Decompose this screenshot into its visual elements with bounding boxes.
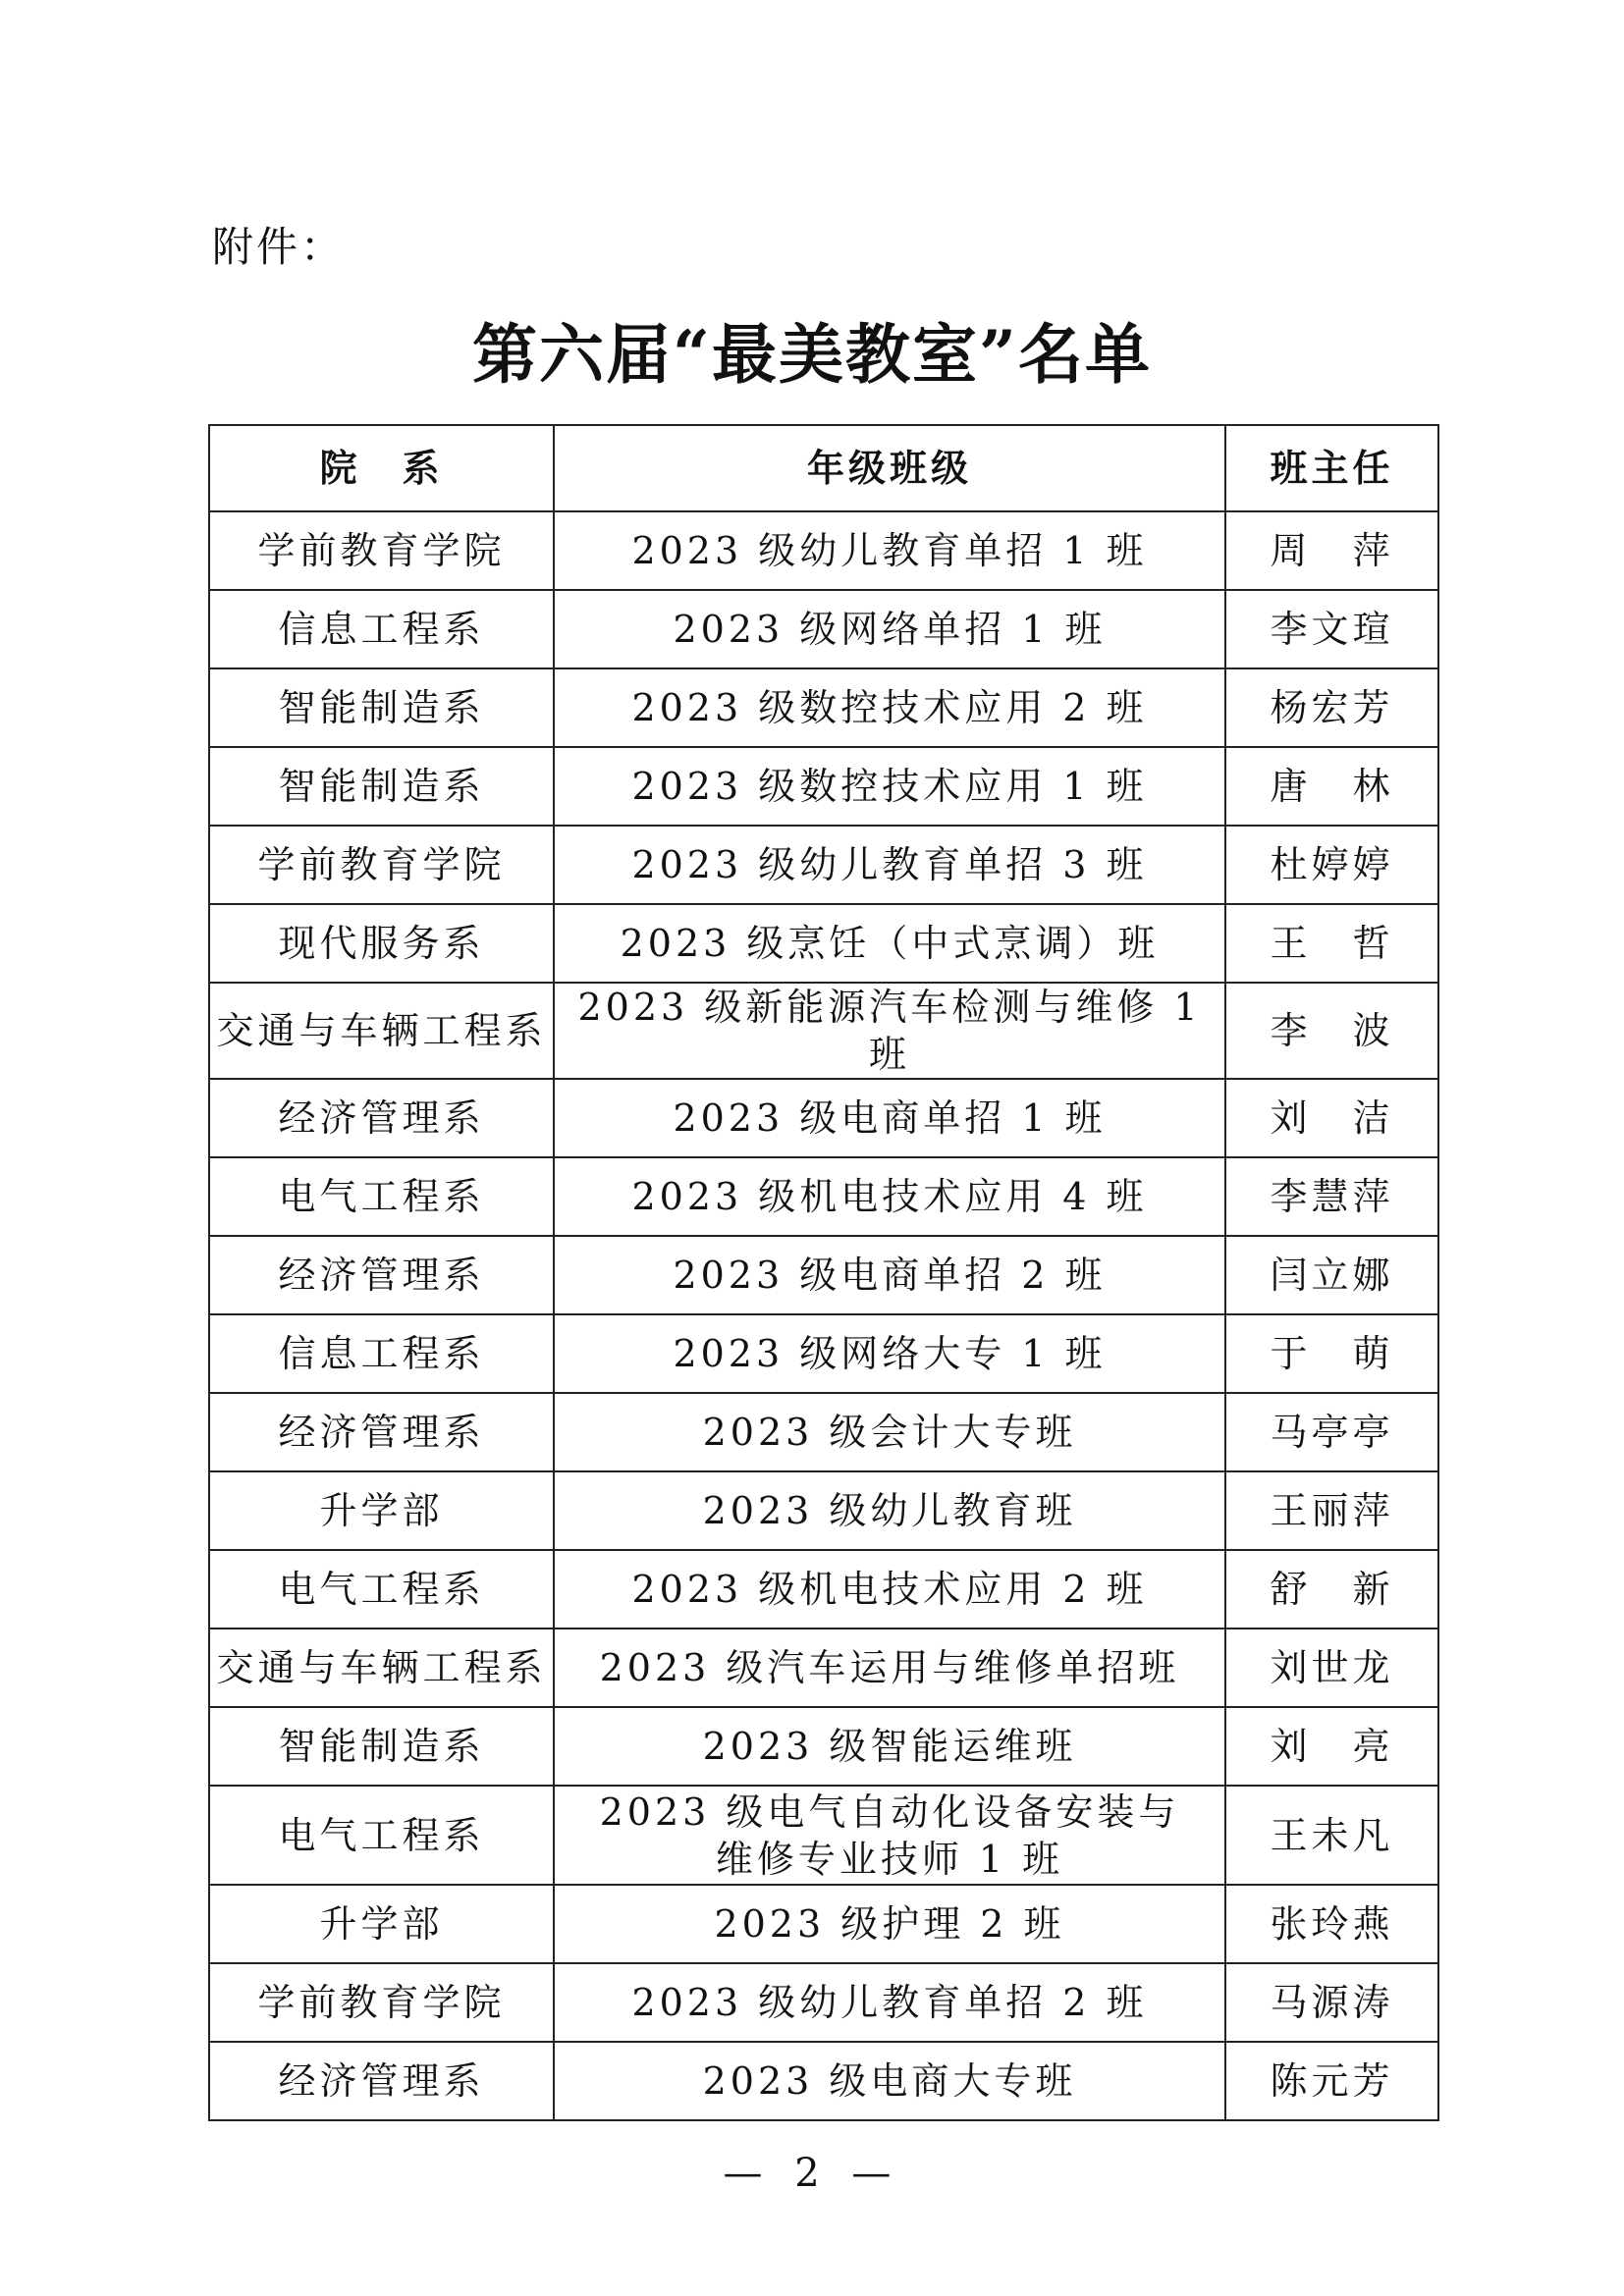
cell-grade-class-line: 2023 级幼儿教育单招 2 班 bbox=[631, 1981, 1148, 2024]
table-row bbox=[209, 590, 1438, 668]
cell-department: 经济管理系 bbox=[209, 1079, 554, 1157]
cell-head-teacher: 李 波 bbox=[1225, 983, 1438, 1079]
cell-grade-class-line: 维修专业技师 1 班 bbox=[715, 1837, 1064, 1881]
cell-grade-class-line: 2023 级数控技术应用 1 班 bbox=[631, 765, 1148, 808]
cell-head-teacher: 王丽萍 bbox=[1225, 1471, 1438, 1550]
attachment-label: 附件： bbox=[212, 223, 346, 271]
table-row bbox=[209, 904, 1438, 983]
cell-grade-class bbox=[554, 1314, 1225, 1393]
cell-head-teacher: 闫立娜 bbox=[1225, 1236, 1438, 1314]
cell-department: 学前教育学院 bbox=[209, 511, 554, 590]
header-department: 院 系 bbox=[209, 425, 554, 511]
cell-grade-class bbox=[554, 1471, 1225, 1550]
cell-department: 升学部 bbox=[209, 1885, 554, 1963]
cell-grade-class-line: 2023 级网络大专 1 班 bbox=[673, 1332, 1107, 1375]
table-row bbox=[209, 1314, 1438, 1393]
cell-head-teacher: 王 哲 bbox=[1225, 904, 1438, 983]
cell-grade-class bbox=[554, 747, 1225, 826]
table-row bbox=[209, 1079, 1438, 1157]
cell-head-teacher: 杨宏芳 bbox=[1225, 668, 1438, 747]
cell-grade-class bbox=[554, 2042, 1225, 2120]
cell-head-teacher: 刘 洁 bbox=[1225, 1079, 1438, 1157]
cell-grade-class-line: 2023 级会计大专班 bbox=[702, 1411, 1077, 1454]
table-row bbox=[209, 1629, 1438, 1707]
table-row bbox=[209, 1236, 1438, 1314]
table-row bbox=[209, 1157, 1438, 1236]
cell-head-teacher: 李文瑄 bbox=[1225, 590, 1438, 668]
cell-head-teacher: 刘世龙 bbox=[1225, 1629, 1438, 1707]
cell-grade-class bbox=[554, 1629, 1225, 1707]
cell-department: 交通与车辆工程系 bbox=[209, 1629, 554, 1707]
cell-grade-class bbox=[554, 983, 1225, 1079]
cell-head-teacher: 周 萍 bbox=[1225, 511, 1438, 590]
table-header-row bbox=[209, 425, 1438, 511]
table-row bbox=[209, 1550, 1438, 1629]
cell-head-teacher: 王未凡 bbox=[1225, 1786, 1438, 1885]
cell-department: 经济管理系 bbox=[209, 1393, 554, 1471]
cell-department: 智能制造系 bbox=[209, 747, 554, 826]
table-row bbox=[209, 1963, 1438, 2042]
cell-grade-class-line: 2023 级电商单招 2 班 bbox=[673, 1254, 1107, 1297]
cell-department: 升学部 bbox=[209, 1471, 554, 1550]
cell-head-teacher: 舒 新 bbox=[1225, 1550, 1438, 1629]
cell-grade-class-line: 2023 级机电技术应用 2 班 bbox=[631, 1568, 1148, 1611]
cell-grade-class bbox=[554, 1157, 1225, 1236]
cell-grade-class bbox=[554, 1707, 1225, 1786]
cell-department: 现代服务系 bbox=[209, 904, 554, 983]
cell-grade-class bbox=[554, 1079, 1225, 1157]
cell-grade-class bbox=[554, 826, 1225, 904]
cell-department: 智能制造系 bbox=[209, 668, 554, 747]
cell-grade-class-line: 2023 级新能源汽车检测与维修 1 班 bbox=[577, 986, 1202, 1076]
cell-department: 电气工程系 bbox=[209, 1550, 554, 1629]
cell-department: 智能制造系 bbox=[209, 1707, 554, 1786]
cell-grade-class bbox=[554, 1885, 1225, 1963]
cell-head-teacher: 于 萌 bbox=[1225, 1314, 1438, 1393]
cell-department: 电气工程系 bbox=[209, 1157, 554, 1236]
cell-head-teacher: 马亭亭 bbox=[1225, 1393, 1438, 1471]
document-title: 第六届“最美教室”名单 bbox=[472, 316, 1152, 393]
cell-grade-class-line: 2023 级数控技术应用 2 班 bbox=[631, 686, 1148, 729]
cell-grade-class bbox=[554, 1236, 1225, 1314]
table-row bbox=[209, 511, 1438, 590]
cell-grade-class-line: 2023 级幼儿教育单招 1 班 bbox=[631, 529, 1148, 572]
cell-department: 电气工程系 bbox=[209, 1786, 554, 1885]
table-body bbox=[209, 511, 1438, 2120]
cell-grade-class-line: 2023 级电商大专班 bbox=[702, 2059, 1077, 2103]
cell-head-teacher: 唐 林 bbox=[1225, 747, 1438, 826]
cell-grade-class-line: 2023 级幼儿教育单招 3 班 bbox=[631, 843, 1148, 886]
cell-grade-class-line: 2023 级汽车运用与维修单招班 bbox=[599, 1646, 1180, 1689]
table-row bbox=[209, 747, 1438, 826]
table-row bbox=[209, 826, 1438, 904]
table-row bbox=[209, 1471, 1438, 1550]
header-grade-class: 年级班级 bbox=[554, 425, 1225, 511]
table-row bbox=[209, 983, 1438, 1079]
cell-grade-class-line: 2023 级电商单招 1 班 bbox=[673, 1096, 1107, 1140]
table-row bbox=[209, 1786, 1438, 1885]
cell-grade-class bbox=[554, 904, 1225, 983]
cell-department: 经济管理系 bbox=[209, 2042, 554, 2120]
cell-grade-class-line: 2023 级网络单招 1 班 bbox=[673, 608, 1107, 651]
cell-head-teacher: 李慧萍 bbox=[1225, 1157, 1438, 1236]
cell-grade-class-line: 2023 级机电技术应用 4 班 bbox=[631, 1175, 1148, 1218]
cell-head-teacher: 张玲燕 bbox=[1225, 1885, 1438, 1963]
cell-grade-class bbox=[554, 1550, 1225, 1629]
cell-grade-class-line: 2023 级烹饪（中式烹调）班 bbox=[620, 922, 1160, 965]
table-row bbox=[209, 2042, 1438, 2120]
cell-head-teacher: 陈元芳 bbox=[1225, 2042, 1438, 2120]
cell-grade-class bbox=[554, 590, 1225, 668]
cell-grade-class-line: 2023 级护理 2 班 bbox=[714, 1902, 1065, 1946]
cell-grade-class-line: 2023 级幼儿教育班 bbox=[702, 1489, 1077, 1532]
cell-department: 学前教育学院 bbox=[209, 1963, 554, 2042]
cell-grade-class bbox=[554, 1786, 1225, 1885]
cell-grade-class-line: 2023 级智能运维班 bbox=[702, 1725, 1077, 1768]
table-row bbox=[209, 1885, 1438, 1963]
cell-department: 信息工程系 bbox=[209, 1314, 554, 1393]
table-row bbox=[209, 668, 1438, 747]
cell-department: 经济管理系 bbox=[209, 1236, 554, 1314]
page-number: — 2 — bbox=[723, 2151, 901, 2196]
cell-grade-class bbox=[554, 511, 1225, 590]
cell-department: 信息工程系 bbox=[209, 590, 554, 668]
cell-grade-class bbox=[554, 1393, 1225, 1471]
header-head-teacher: 班主任 bbox=[1225, 425, 1438, 511]
cell-department: 学前教育学院 bbox=[209, 826, 554, 904]
cell-grade-class bbox=[554, 668, 1225, 747]
cell-grade-class-line: 2023 级电气自动化设备安装与 bbox=[599, 1789, 1180, 1834]
cell-head-teacher: 刘 亮 bbox=[1225, 1707, 1438, 1786]
cell-department: 交通与车辆工程系 bbox=[209, 983, 554, 1079]
cell-head-teacher: 马源涛 bbox=[1225, 1963, 1438, 2042]
table-row bbox=[209, 1707, 1438, 1786]
classroom-roster-table bbox=[208, 424, 1439, 2121]
cell-head-teacher: 杜婷婷 bbox=[1225, 826, 1438, 904]
table-row bbox=[209, 1393, 1438, 1471]
cell-grade-class bbox=[554, 1963, 1225, 2042]
